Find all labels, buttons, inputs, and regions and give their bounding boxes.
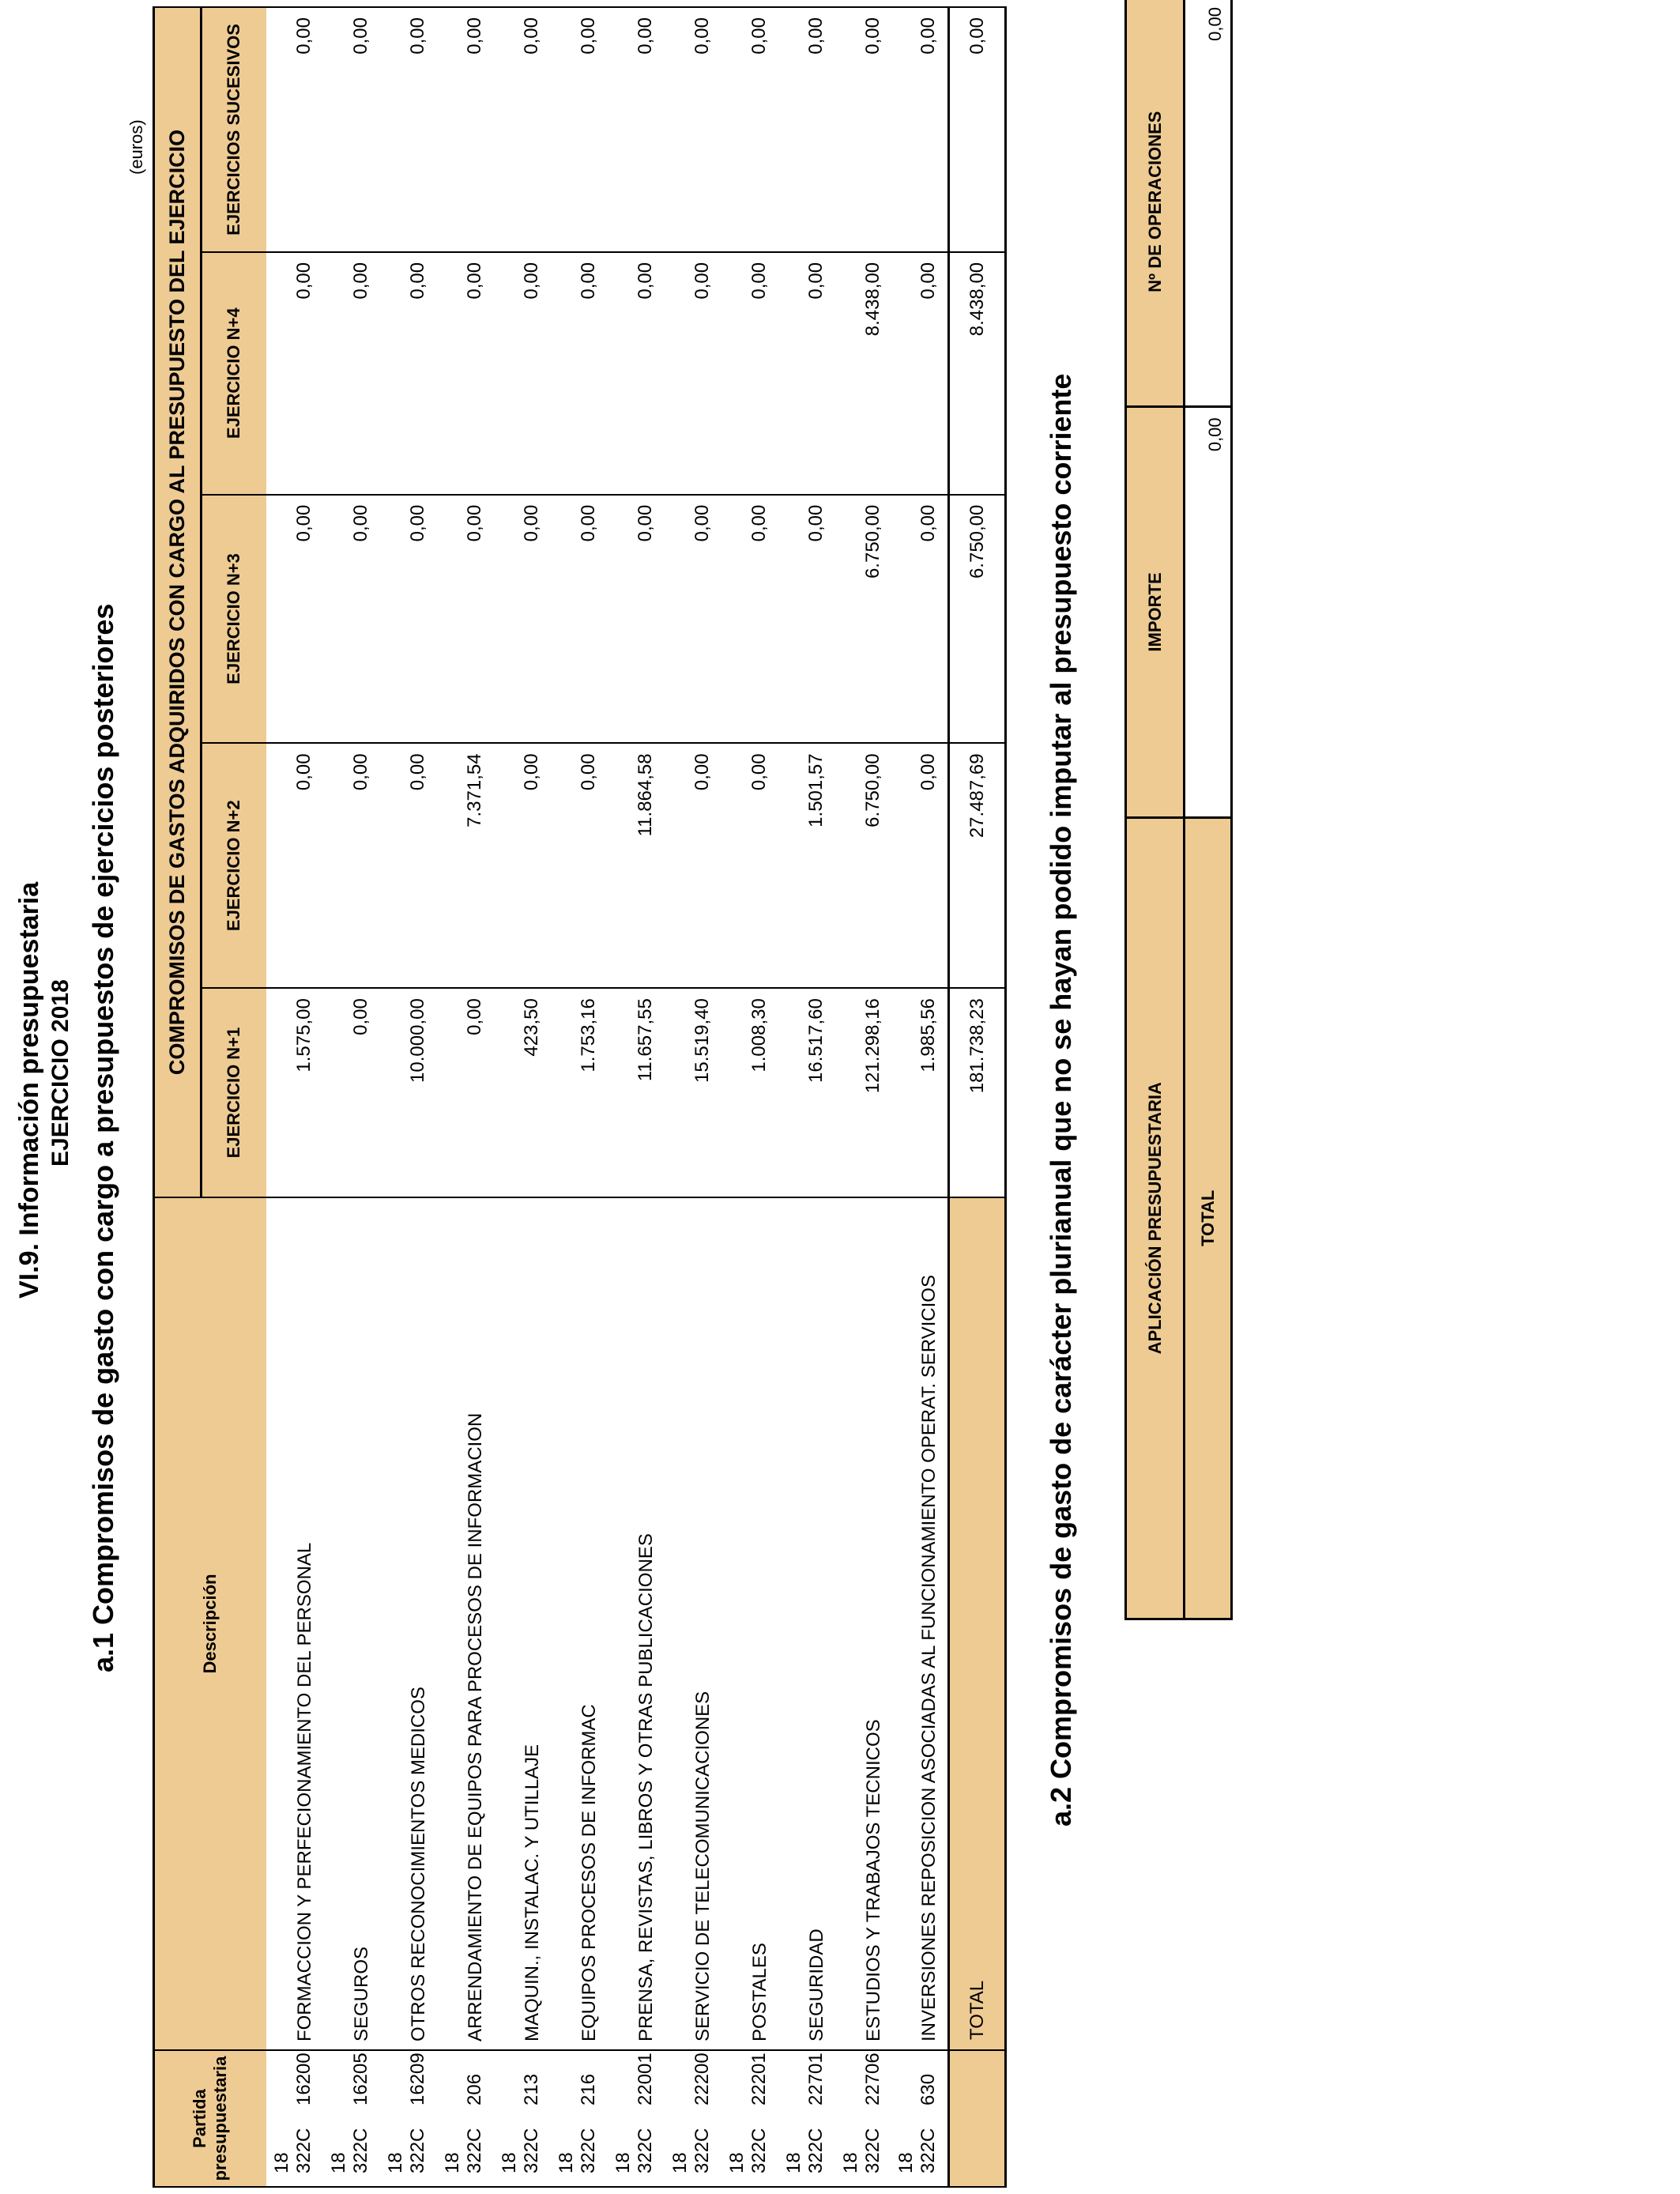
col-header-descripcion: Descripción [154, 1197, 266, 2050]
table-row [892, 7, 949, 2187]
n3-cell: 6.750,00 [835, 495, 892, 744]
n2-cell: 1.501,57 [778, 743, 835, 988]
n3-cell: 0,00 [665, 495, 721, 744]
partida-code: 18 322C [555, 2128, 599, 2173]
partida-cell [437, 2050, 494, 2187]
col-header-n4: EJERCICIO N+4 [202, 252, 266, 495]
col-header-aplicacion: APLICACIÓN PRESUPUESTARIA [1126, 817, 1185, 1619]
partida-cell [778, 2050, 835, 2187]
partida-number: 22200 [691, 2053, 713, 2105]
description-cell: ARRENDAMIENTO DE EQUIPOS PARA PROCESOS DE INFORMACION [437, 1197, 494, 2050]
partida-cell [835, 2050, 892, 2187]
table-row [835, 7, 892, 2187]
partida-number: 22706 [861, 2053, 883, 2105]
partida-number: 22701 [804, 2053, 827, 2105]
partida-code: 18 322C [612, 2128, 656, 2173]
total-importe: 0,00 [1185, 407, 1232, 817]
table-row [721, 7, 778, 2187]
n2-cell: 0,00 [892, 743, 949, 988]
n2-cell: 0,00 [665, 743, 721, 988]
n1-cell: 0,00 [437, 988, 494, 1197]
partida-number: 630 [917, 2073, 939, 2105]
commitments-table [153, 6, 1007, 2188]
n3-cell: 0,00 [494, 495, 551, 744]
partida-number: 206 [463, 2073, 485, 2105]
sucesivos-cell: 0,00 [665, 7, 721, 252]
description-cell: EQUIPOS PROCESOS DE INFORMAC [551, 1197, 608, 2050]
table-row [437, 7, 494, 2187]
n2-cell: 0,00 [380, 743, 437, 988]
col-header-importe: IMPORTE [1126, 407, 1185, 817]
sucesivos-cell: 0,00 [892, 7, 949, 252]
n2-cell: 6.750,00 [835, 743, 892, 988]
total-label: TOTAL [1185, 817, 1232, 1619]
partida-code: 18 322C [725, 2128, 770, 2173]
partida-cell [380, 2050, 437, 2187]
partida-code: 18 322C [839, 2128, 883, 2173]
sucesivos-cell: 0,00 [380, 7, 437, 252]
description-cell: OTROS RECONOCIMIENTOS MEDICOS [380, 1197, 437, 2050]
n1-cell: 15.519,40 [665, 988, 721, 1197]
partida-cell [494, 2050, 551, 2187]
partida-code: 18 322C [782, 2128, 827, 2173]
total-n1: 181.738,23 [949, 988, 1006, 1197]
section-a1-heading: a.1 Compromisos de gasto con cargo a presupuestos de ejercicios posteriores [87, 603, 119, 1672]
table-row [778, 7, 835, 2187]
n3-cell: 0,00 [323, 495, 380, 744]
partida-code: 18 322C [270, 2128, 315, 2173]
partida-number: 213 [520, 2073, 542, 2105]
table-row [608, 7, 665, 2187]
sucesivos-cell: 0,00 [437, 7, 494, 252]
partida-cell [608, 2050, 665, 2187]
n3-cell: 0,00 [437, 495, 494, 744]
n1-cell: 0,00 [323, 988, 380, 1197]
partida-number: 16200 [292, 2053, 315, 2105]
partida-number: 216 [577, 2073, 599, 2105]
n4-cell: 8.438,00 [835, 252, 892, 495]
partida-number: 16209 [406, 2053, 428, 2105]
n2-cell: 0,00 [266, 743, 323, 988]
col-header-n1: EJERCICIO N+1 [202, 988, 266, 1197]
partida-cell [892, 2050, 949, 2187]
description-cell: INVERSIONES REPOSICION ASOCIADAS AL FUNCIONAMIENTO OPERAT. SERVICIOS [892, 1197, 949, 2050]
fiscal-year: EJERCICIO 2018 [47, 979, 73, 1167]
total-n3: 6.750,00 [949, 495, 1006, 744]
col-header-operaciones: Nº DE OPERACIONES [1126, 0, 1185, 407]
total-n2: 27.487,69 [949, 743, 1006, 988]
n3-cell: 0,00 [778, 495, 835, 744]
n2-cell: 0,00 [551, 743, 608, 988]
n3-cell: 0,00 [721, 495, 778, 744]
total-row [949, 7, 1006, 2187]
col-header-n3: EJERCICIO N+3 [202, 495, 266, 744]
n4-cell: 0,00 [608, 252, 665, 495]
sucesivos-cell: 0,00 [778, 7, 835, 252]
partida-code: 18 322C [327, 2128, 371, 2173]
partida-number: 22201 [748, 2053, 770, 2105]
n1-cell: 1.753,16 [551, 988, 608, 1197]
partida-code: 18 322C [441, 2128, 485, 2173]
description-cell: MAQUIN., INSTALAC. Y UTILLAJE [494, 1197, 551, 2050]
sucesivos-cell: 0,00 [721, 7, 778, 252]
n4-cell: 0,00 [380, 252, 437, 495]
table-row [323, 7, 380, 2187]
n4-cell: 0,00 [778, 252, 835, 495]
n4-cell: 0,00 [551, 252, 608, 495]
partida-cell [551, 2050, 608, 2187]
n4-cell: 0,00 [437, 252, 494, 495]
col-header-n2: EJERCICIO N+2 [202, 743, 266, 988]
description-cell: FORMACCION Y PERFECIONAMIENTO DEL PERSONAL [266, 1197, 323, 2050]
table-row [494, 7, 551, 2187]
sucesivos-cell: 0,00 [494, 7, 551, 252]
n1-cell: 121.298,16 [835, 988, 892, 1197]
total-label: TOTAL [949, 1197, 1006, 2050]
total-spacer-cell [949, 2050, 1006, 2187]
sucesivos-cell: 0,00 [323, 7, 380, 252]
n3-cell: 0,00 [892, 495, 949, 744]
units-label: (euros) [126, 119, 146, 175]
n4-cell: 0,00 [494, 252, 551, 495]
n2-cell: 7.371,54 [437, 743, 494, 988]
n2-cell: 0,00 [494, 743, 551, 988]
table-row [665, 7, 721, 2187]
page-title: VI.9. Información presupuestaria [14, 881, 44, 1299]
partida-code: 18 322C [895, 2128, 939, 2173]
description-cell: POSTALES [721, 1197, 778, 2050]
n1-cell: 423,50 [494, 988, 551, 1197]
partida-code: 18 322C [669, 2128, 713, 2173]
n1-cell: 1.008,30 [721, 988, 778, 1197]
n4-cell: 0,00 [721, 252, 778, 495]
group-header: COMPROMISOS DE GASTOS ADQUIRIDOS CON CARGO AL PRESUPUESTO DEL EJERCICIO [154, 7, 202, 1197]
n2-cell: 0,00 [721, 743, 778, 988]
description-cell: ESTUDIOS Y TRABAJOS TECNICOS [835, 1197, 892, 2050]
total-n4: 8.438,00 [949, 252, 1006, 495]
partida-cell [266, 2050, 323, 2187]
plurianual-table [1124, 0, 1233, 1620]
n1-cell: 11.657,55 [608, 988, 665, 1197]
table-row [266, 7, 323, 2187]
col-header-sucesivos: EJERCICIOS SUCESIVOS [202, 7, 266, 252]
partida-number: 16205 [349, 2053, 371, 2105]
n4-cell: 0,00 [266, 252, 323, 495]
sucesivos-cell: 0,00 [266, 7, 323, 252]
n1-cell: 1.985,56 [892, 988, 949, 1197]
n2-cell: 0,00 [323, 743, 380, 988]
n3-cell: 0,00 [266, 495, 323, 744]
n3-cell: 0,00 [551, 495, 608, 744]
description-cell: SERVICIO DE TELECOMUNICACIONES [665, 1197, 721, 2050]
partida-code: 18 322C [384, 2128, 428, 2173]
partida-cell [665, 2050, 721, 2187]
total-row [1185, 0, 1232, 1619]
n4-cell: 0,00 [892, 252, 949, 495]
partida-cell [721, 2050, 778, 2187]
n2-cell: 11.864,58 [608, 743, 665, 988]
partida-code: 18 322C [498, 2128, 542, 2173]
n4-cell: 0,00 [323, 252, 380, 495]
table-row [551, 7, 608, 2187]
n3-cell: 0,00 [608, 495, 665, 744]
total-sucesivos: 0,00 [949, 7, 1006, 252]
n1-cell: 16.517,60 [778, 988, 835, 1197]
sucesivos-cell: 0,00 [608, 7, 665, 252]
sucesivos-cell: 0,00 [835, 7, 892, 252]
partida-number: 22001 [634, 2053, 656, 2105]
n1-cell: 1.575,00 [266, 988, 323, 1197]
n1-cell: 10.000,00 [380, 988, 437, 1197]
section-a2-heading: a.2 Compromisos de gasto de carácter plurianual que no se hayan podido imputar al presupuesto corriente [1045, 373, 1077, 1826]
sucesivos-cell: 0,00 [551, 7, 608, 252]
col-header-partida: Partida presupuestaria [154, 2050, 266, 2187]
description-cell: SEGURIDAD [778, 1197, 835, 2050]
description-cell: SEGUROS [323, 1197, 380, 2050]
partida-cell [323, 2050, 380, 2187]
description-cell: PRENSA, REVISTAS, LIBROS Y OTRAS PUBLICACIONES [608, 1197, 665, 2050]
n4-cell: 0,00 [665, 252, 721, 495]
n3-cell: 0,00 [380, 495, 437, 744]
table-row [380, 7, 437, 2187]
total-operaciones: 0,00 [1185, 0, 1232, 407]
